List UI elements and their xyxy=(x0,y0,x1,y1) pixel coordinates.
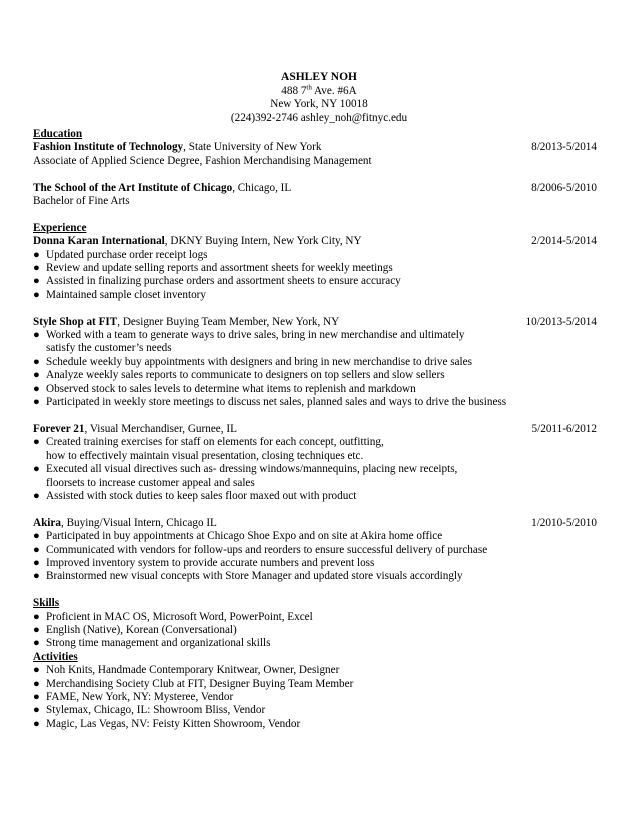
job-entry xyxy=(33,316,597,329)
employer-name: Forever 21 xyxy=(33,422,85,435)
bullet-text: Maintained sample closet inventory xyxy=(46,288,207,301)
skills-list xyxy=(33,611,597,651)
employer-name: Akira xyxy=(33,516,61,529)
street-address: 488 7th Ave. #6A xyxy=(281,83,357,97)
bullet-icon: ● xyxy=(33,248,40,261)
activity-text: Merchandising Society Club at FIT, Designer Buying Team Member xyxy=(46,677,354,690)
school-name: Fashion Institute of Technology xyxy=(33,141,184,154)
bullet-icon: ● xyxy=(33,355,40,368)
dates: 8/2006-5/2010 xyxy=(531,181,597,194)
bullet-text: floorsets to increase customer appeal and sales xyxy=(46,476,255,489)
list-item xyxy=(33,289,597,302)
list-item xyxy=(33,275,597,288)
dates: 5/2011-6/2012 xyxy=(531,422,597,435)
bullet-icon: ● xyxy=(33,436,40,449)
activity-text: Magic, Las Vegas, NV: Feisty Kitten Showroom, Vendor xyxy=(46,717,301,730)
list-item xyxy=(33,329,597,356)
bullet-icon: ● xyxy=(33,717,40,730)
dates: 10/2013-5/2014 xyxy=(525,315,597,328)
job-title-location: , Designer Buying Team Member, New York, NY xyxy=(117,315,340,328)
degree: Associate of Applied Science Degree, Fashion Merchandising Management xyxy=(33,154,372,167)
resume-body xyxy=(33,128,597,731)
bullet-icon: ● xyxy=(33,570,40,583)
job-title-location: , Buying/Visual Intern, Chicago IL xyxy=(60,516,217,529)
bullet-icon: ● xyxy=(33,382,40,395)
bullet-text: Review and update selling reports and assortment sheets for weekly meetings xyxy=(46,262,393,275)
activity-item xyxy=(33,718,597,731)
skill-text: English (Native), Korean (Conversational) xyxy=(46,623,237,636)
city-state-zip: New York, NY 10018 xyxy=(270,98,368,111)
skill-item xyxy=(33,624,597,637)
degree: Bachelor of Fine Arts xyxy=(33,195,130,208)
bullet-text: Analyze weekly sales reports to communicate to designers on top sellers and slow sellers xyxy=(46,369,445,382)
job-bullets xyxy=(33,329,597,409)
education-heading: Education xyxy=(33,128,83,140)
bullet-icon: ● xyxy=(33,463,40,476)
dates: 8/2013-5/2014 xyxy=(531,141,597,154)
bullet-icon: ● xyxy=(33,262,40,275)
activity-item xyxy=(33,691,597,704)
bullet-icon: ● xyxy=(33,489,40,502)
list-item xyxy=(33,544,597,557)
applicant-name: ASHLEY NOH xyxy=(281,71,357,83)
bullet-text: Observed stock to sales levels to determine what items to replenish and markdown xyxy=(46,382,416,395)
bullet-text: Participated in weekly store meetings to discuss net sales, planned sales and ways to drive the business xyxy=(46,396,507,409)
bullet-icon: ● xyxy=(33,530,40,543)
bullet-icon: ● xyxy=(33,543,40,556)
skill-item xyxy=(33,637,597,650)
activity-text: Noh Knits, Handmade Contemporary Knitwear, Owner, Designer xyxy=(46,664,340,677)
skill-item xyxy=(33,611,597,624)
job-title-location: , Visual Merchandiser, Gurnee, IL xyxy=(84,422,237,435)
activity-text: FAME, New York, NY: Mysteree, Vendor xyxy=(46,690,234,703)
list-item xyxy=(33,436,597,463)
skills-heading: Skills xyxy=(33,597,60,610)
list-item xyxy=(33,262,597,275)
list-item xyxy=(33,570,597,583)
bullet-icon: ● xyxy=(33,556,40,569)
experience-heading: Experience xyxy=(33,221,87,234)
bullet-text: Assisted in finalizing purchase orders and assortment sheets to ensure accuracy xyxy=(46,275,401,288)
contact-info: (224)392-2746 ashley_noh@fitnyc.edu xyxy=(230,111,408,124)
bullet-icon: ● xyxy=(33,329,40,342)
activity-item xyxy=(33,678,597,691)
activities-heading: Activities xyxy=(33,650,78,663)
bullet-icon: ● xyxy=(33,690,40,703)
activities-list xyxy=(33,664,597,731)
resume-header xyxy=(0,70,638,125)
bullet-icon: ● xyxy=(33,288,40,301)
bullet-icon: ● xyxy=(33,677,40,690)
bullet-text: Communicated with vendors for follow-ups and reorders to ensure successful delivery of purchase xyxy=(46,543,488,556)
list-item xyxy=(33,463,597,490)
bullet-text: Schedule weekly buy appointments with designers and bring in new merchandise to drive sales xyxy=(46,355,472,368)
bullet-text: Assisted with stock duties to keep sales floor maxed out with product xyxy=(46,489,357,502)
bullet-icon: ● xyxy=(33,623,40,636)
employer-name: Donna Karan International xyxy=(33,235,165,248)
experience-list xyxy=(33,235,597,597)
bullet-text: Created training exercises for staff on elements for each concept, outfitting, xyxy=(46,436,384,449)
bullet-icon: ● xyxy=(33,396,40,409)
bullet-text: Improved inventory system to provide accurate numbers and prevent loss xyxy=(46,556,375,569)
skill-text: Proficient in MAC OS, Microsoft Word, PowerPoint, Excel xyxy=(46,610,313,623)
dates: 2/2014-5/2014 xyxy=(531,235,597,248)
bullet-text: satisfy the customer’s needs xyxy=(46,342,172,355)
list-item xyxy=(33,383,597,396)
bullet-text: Worked with a team to generate ways to drive sales, bring in new merchandise and ultimately xyxy=(46,329,465,342)
activity-item xyxy=(33,704,597,717)
bullet-text: how to effectively maintain visual presentation, closing techniques etc. xyxy=(46,449,364,462)
employer-name: Style Shop at FIT xyxy=(33,315,118,328)
list-item xyxy=(33,530,597,543)
list-item xyxy=(33,490,597,503)
bullet-text: Brainstormed new visual concepts with Store Manager and updated store visuals accordingly xyxy=(46,570,463,583)
job-entry xyxy=(33,235,597,248)
job-bullets xyxy=(33,530,597,584)
job-title-location: , DKNY Buying Intern, New York City, NY xyxy=(164,235,362,248)
education-entry: Fashion Institute of Technology, State University of New York 8/2013-5/2014 xyxy=(33,141,597,154)
job-entry xyxy=(33,423,597,436)
job-entry xyxy=(33,517,597,530)
education-entry: The School of the Art Institute of Chicago, Chicago, IL 8/2006-5/2010 xyxy=(33,181,597,194)
skill-text: Strong time management and organizational skills xyxy=(46,637,271,650)
activity-text: Stylemax, Chicago, IL: Showroom Bliss, Vendor xyxy=(46,704,266,717)
bullet-icon: ● xyxy=(33,704,40,717)
job-bullets xyxy=(33,436,597,503)
bullet-icon: ● xyxy=(33,275,40,288)
activity-item xyxy=(33,664,597,677)
school-name: The School of the Art Institute of Chicago xyxy=(33,181,233,194)
list-item xyxy=(33,356,597,369)
list-item xyxy=(33,557,597,570)
bullet-text: Executed all visual directives such as- dressing windows/mannequins, placing new receipts, xyxy=(46,463,458,476)
bullet-text: Updated purchase order receipt logs xyxy=(46,248,208,261)
list-item xyxy=(33,369,597,382)
dates: 1/2010-5/2010 xyxy=(531,516,597,529)
bullet-icon: ● xyxy=(33,369,40,382)
job-bullets xyxy=(33,249,597,303)
bullet-icon: ● xyxy=(33,637,40,650)
bullet-text: Participated in buy appointments at Chicago Shoe Expo and on site at Akira home office xyxy=(46,530,443,543)
list-item xyxy=(33,249,597,262)
bullet-icon: ● xyxy=(33,664,40,677)
list-item xyxy=(33,396,597,409)
bullet-icon: ● xyxy=(33,610,40,623)
